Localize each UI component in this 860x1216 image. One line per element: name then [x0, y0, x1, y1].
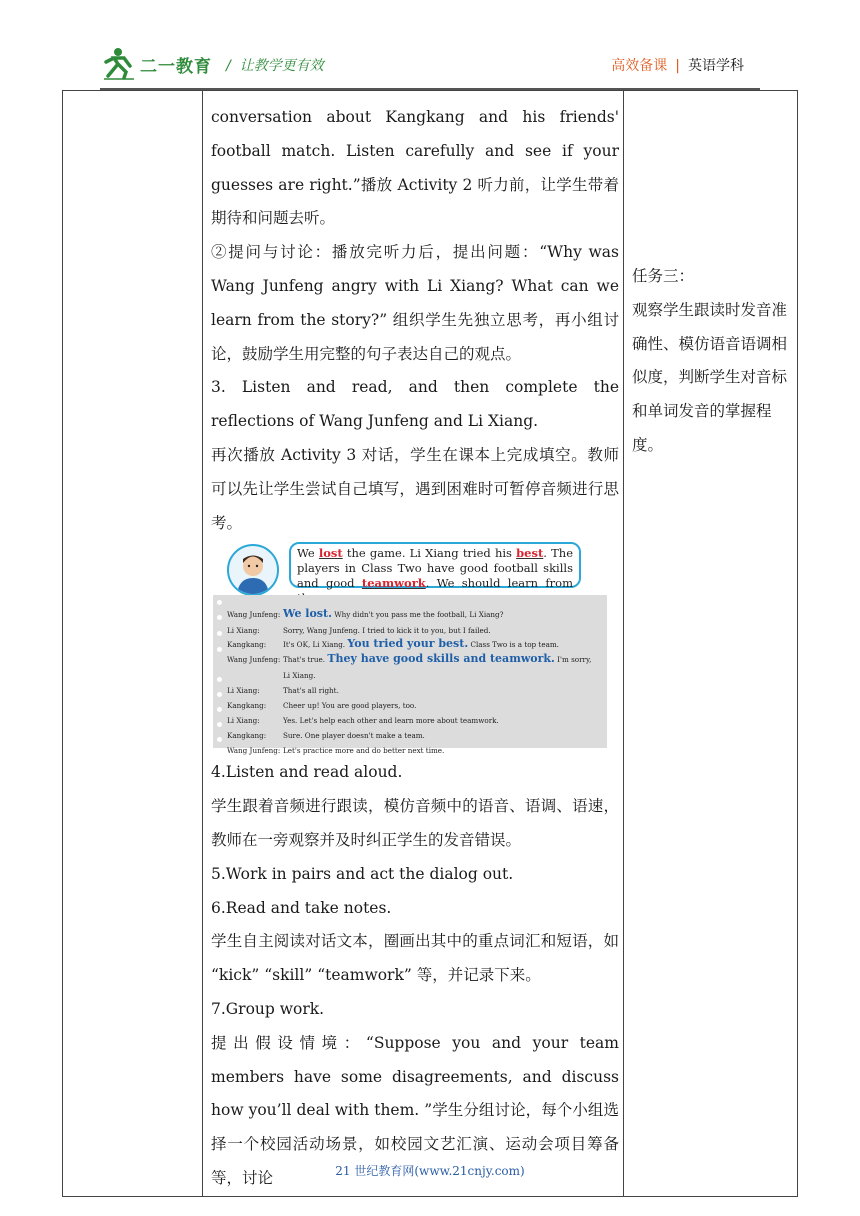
bullet-dot	[217, 737, 222, 742]
bullet-dot	[217, 677, 222, 682]
speech-bubble	[289, 542, 581, 591]
highlight-text: They have good skills and teamwork.	[327, 652, 555, 666]
header-label-b: 英语学科	[688, 58, 744, 74]
highlight-text: We lost.	[283, 607, 332, 621]
stage-cell	[63, 91, 203, 1197]
speaker: Wang Junfeng:	[227, 655, 281, 665]
assessment-title: 任务三：	[632, 267, 695, 285]
line-text: I'm sorry,	[554, 655, 592, 665]
bullet-dot	[217, 600, 222, 605]
activity-cell	[203, 91, 624, 1197]
paragraph: 5.Work in pairs and act the dialog out.	[211, 864, 514, 883]
paragraph: 再次播放 Activity 3 对话，学生在课本上完成填空。教师可以先让学生尝试自己填写，遇到困难时可暂停音频进行思考。	[211, 445, 619, 532]
line-text: That's true.	[283, 655, 328, 665]
line-text: Cheer up! You are good players, too.	[283, 701, 417, 711]
dialog-box	[213, 595, 607, 756]
highlight-text: You tried your best.	[347, 637, 469, 651]
assessment-cell	[624, 91, 798, 1197]
answer-blank: best	[516, 546, 544, 561]
speaker: Wang Junfeng:	[227, 610, 281, 620]
bullet-dot	[217, 615, 222, 620]
speaker: Kangkang:	[227, 640, 267, 650]
paragraph: 7.Group work.	[211, 999, 325, 1018]
assessment-body: 观察学生跟读时发音准确性、模仿语音语调相似度，判断学生对音标和单词发音的掌握程度。	[632, 300, 788, 454]
speaker: Li Xiang:	[227, 626, 260, 636]
slogan-text: 让教学更有效	[239, 58, 324, 74]
speaker: Li Xiang:	[227, 716, 260, 726]
slogan: / 让教学更有效	[226, 58, 324, 74]
paragraph: ②提问与讨论：播放完听力后，提出问题：“Why was Wang Junfeng angry with Li Xiang? What can we learn from the story?” 组织学生先独立思考，再小组讨论，鼓励学生用完整的句子表达自己的观点。	[211, 243, 619, 363]
dialog-line	[227, 734, 444, 768]
bubble-text: . We should learn from	[425, 576, 573, 591]
line-text: Sure. One player doesn't make a team.	[283, 731, 425, 741]
header-label-a: 高效备课	[611, 58, 668, 74]
bubble-text: We	[297, 546, 319, 561]
lesson-table	[62, 90, 798, 1197]
paragraph: 学生自主阅读对话文本，圈画出其中的重点词汇和短语，如 “kick” “skill” “teamwork” 等，并记录下来。	[211, 932, 619, 985]
page-header	[0, 0, 860, 90]
reflection-bubble	[213, 542, 607, 592]
header-separator: |	[675, 58, 680, 74]
paragraph: conversation about Kangkang and his friends' football match. Listen carefully and see if your guesses are right.”播放 Activity 2 听力前，让学生带着期待和问题去听。	[211, 108, 619, 228]
bullet-dot	[217, 631, 222, 636]
header-subject	[611, 55, 744, 75]
line-text: Why didn't you pass me the football, Li Xiang?	[331, 610, 504, 620]
page-footer: 21 世纪教育网(www.21cnjy.com)	[335, 1164, 525, 1178]
answer-blank: teamwork	[361, 576, 426, 591]
bullet-dot	[217, 707, 222, 712]
bubble-text: . The players in Class Two have good football skills and good	[297, 546, 573, 591]
paragraph: 6.Read and take notes.	[211, 898, 392, 917]
speaker: Kangkang:	[227, 731, 267, 741]
line-text: That's all right.	[283, 686, 339, 696]
bullet-dot	[217, 647, 222, 652]
bubble-text: the game. Li Xiang tried his	[342, 546, 517, 561]
speaker: Li Xiang:	[227, 686, 260, 696]
bullet-dot	[217, 692, 222, 697]
answer-blank: lost	[318, 546, 343, 561]
line-text: Yes. Let's help each other and learn more about teamwork.	[283, 716, 499, 726]
line-text: Sorry, Wang Junfeng. I tried to kick it to you, but I failed.	[283, 626, 491, 636]
line-text: It's OK, Li Xiang.	[283, 640, 348, 650]
textbook-figure	[213, 542, 607, 756]
paragraph: 提出假设情境：“Suppose you and your team members have some disagreements, and discuss how you’ll deal with them. ”学生分组讨论，每个小组选择一个校园活动场景，如校园文艺汇演、运动会项目筹备等，讨论	[211, 1033, 619, 1187]
line-text: Li Xiang.	[283, 671, 316, 681]
paragraph: 3. Listen and read, and then complete the reflections of Wang Junfeng and Li Xiang.	[211, 378, 619, 431]
speaker: Kangkang:	[227, 701, 267, 711]
line-text: Let's practice more and do better next time.	[283, 746, 445, 756]
line-text: Class Two is a top team.	[468, 640, 559, 650]
bullet-dot	[217, 722, 222, 727]
boy-avatar-icon	[227, 544, 279, 596]
paragraph: 4.Listen and read aloud.	[211, 763, 403, 782]
speaker: Wang Junfeng:	[227, 746, 281, 756]
logo-text: 二一教育	[140, 57, 212, 77]
paragraph: 学生跟着音频进行跟读，模仿音频中的语音、语调、语速，教师在一旁观察并及时纠正学生的发音错误。	[211, 797, 619, 849]
